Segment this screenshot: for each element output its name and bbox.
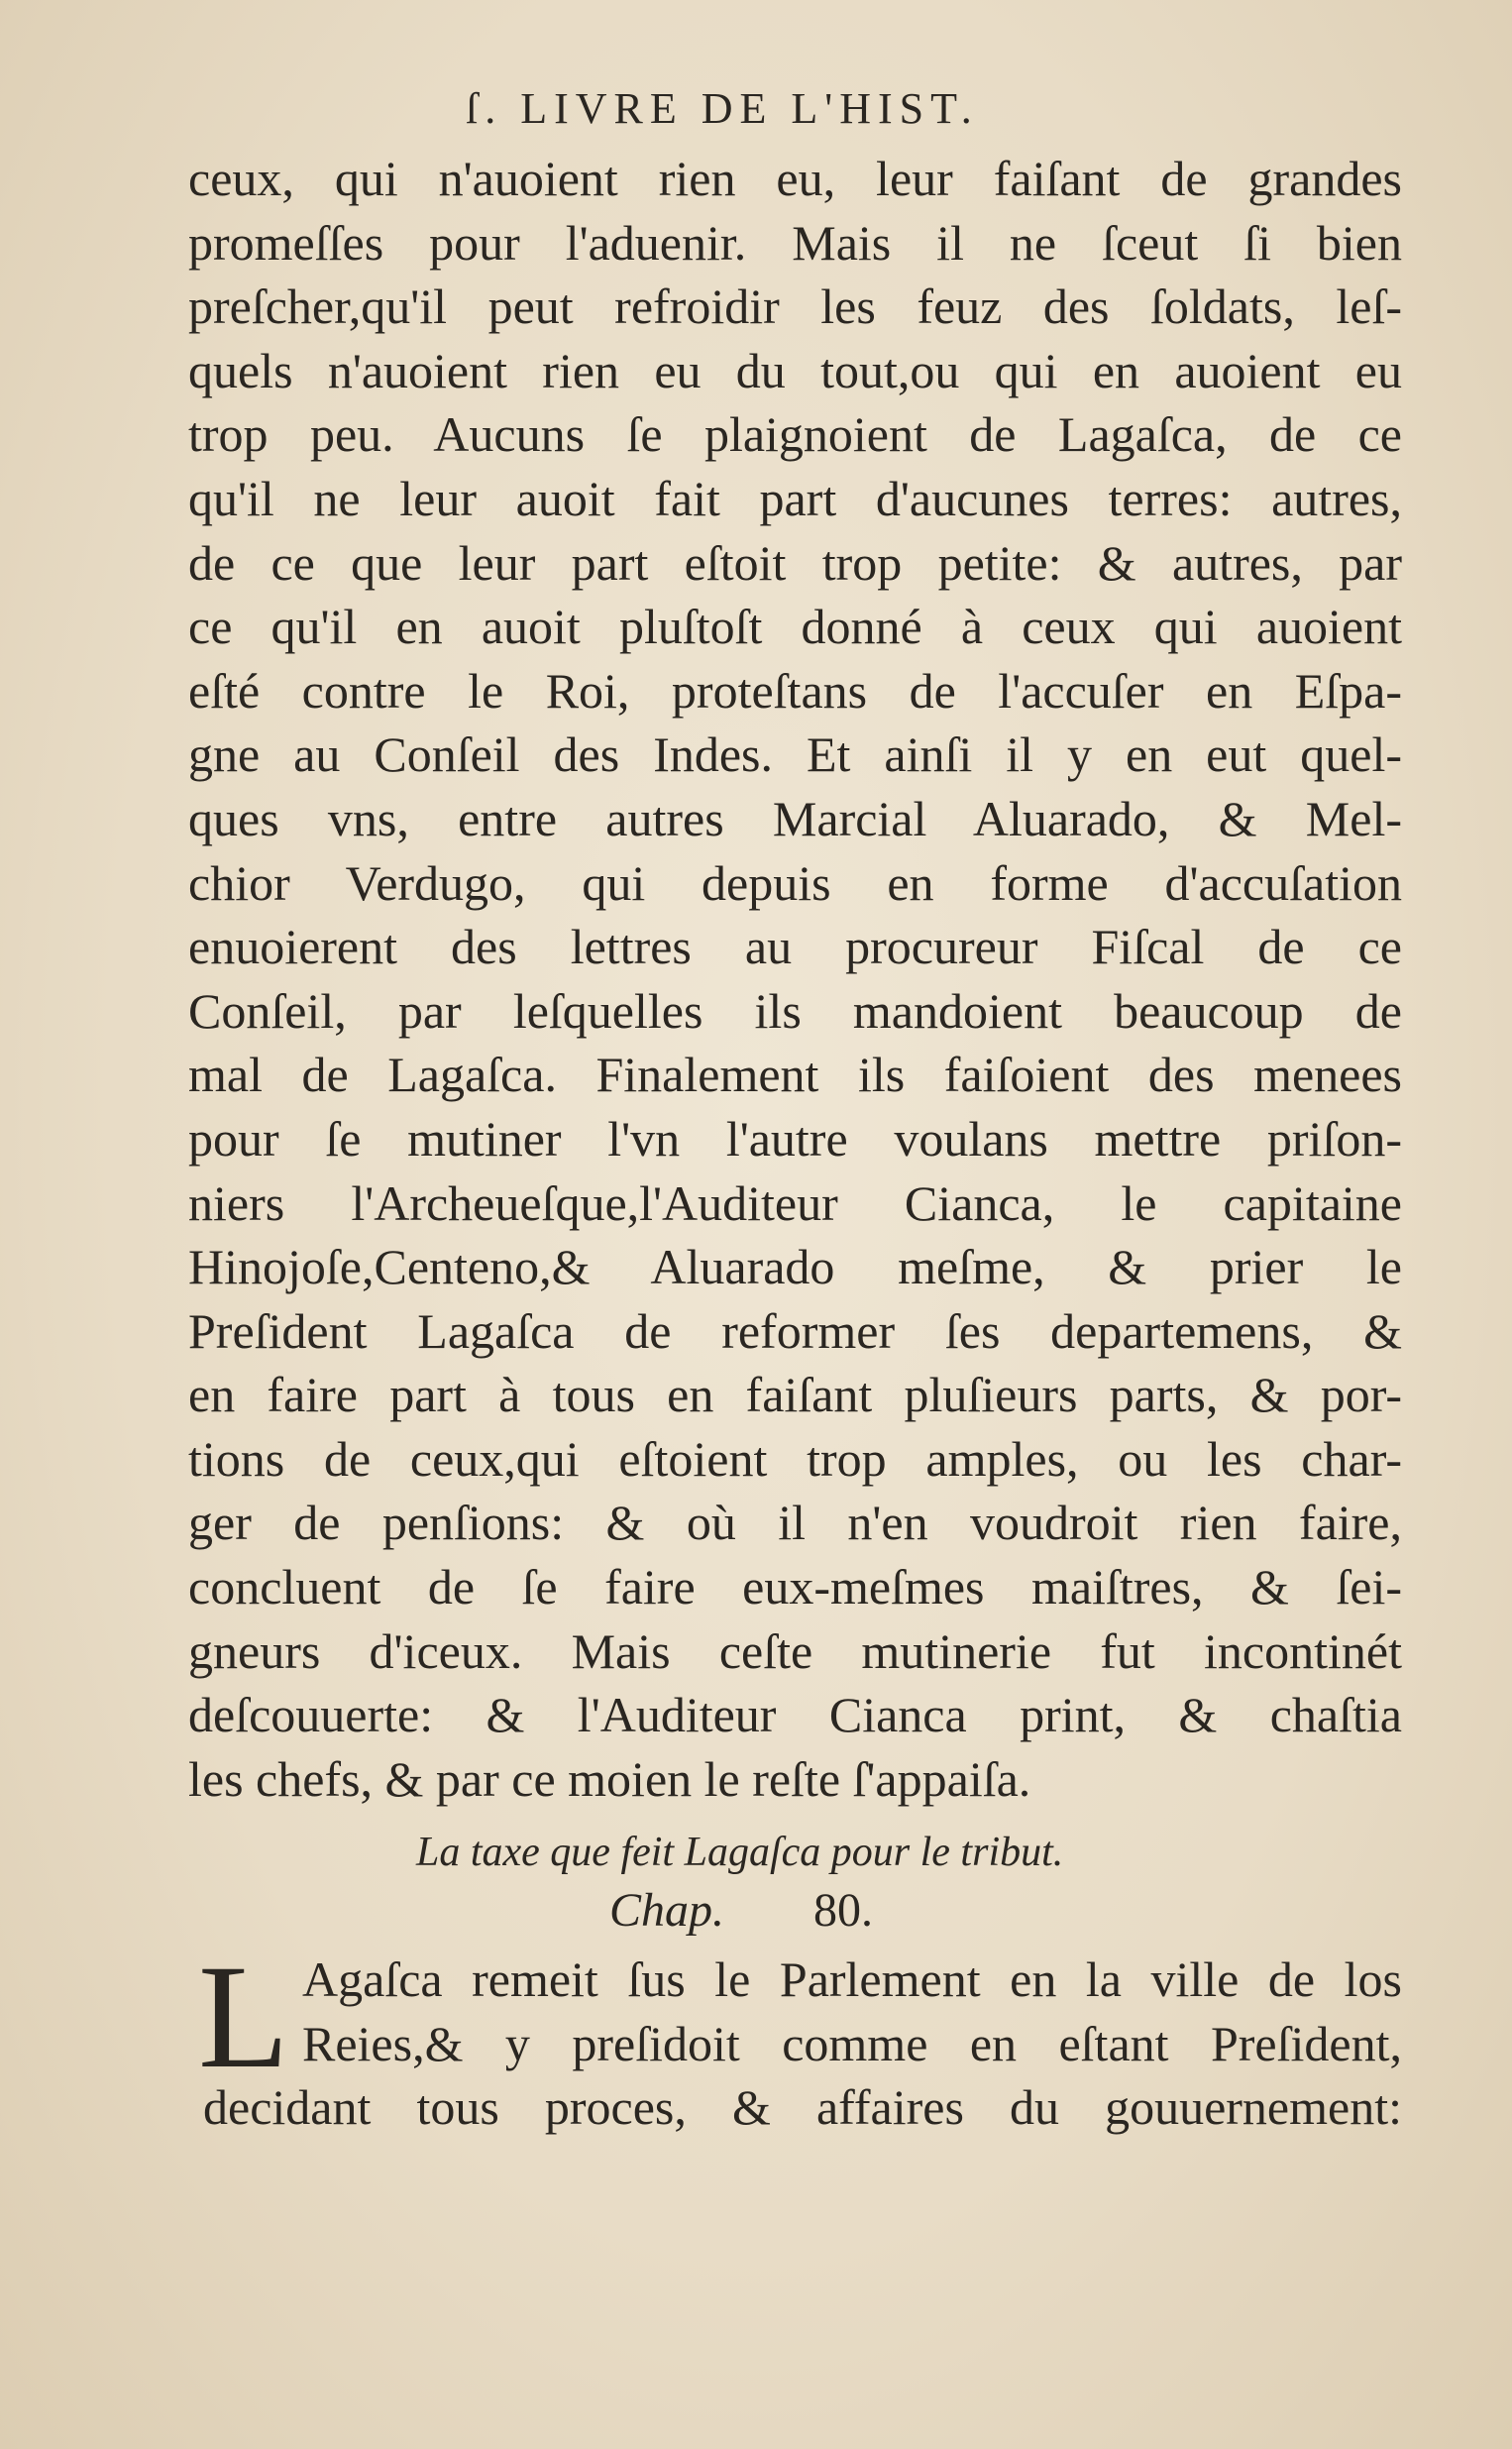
text-line: Reies,& y preſidoit comme en eſtant Preſident, xyxy=(302,2015,1402,2071)
chapter-title: La taxe que feit Lagaſca pour le tribut. xyxy=(416,1830,1064,1875)
text-line: gneurs d'iceux. Mais ceſte mutinerie fut incontinét xyxy=(188,1622,1402,1679)
text-line: enuoierent des lettres au procureur Fiſcal de ce xyxy=(188,919,1402,975)
chapter-label: Chap. xyxy=(609,1884,725,1937)
running-header: ſ. LIVRE DE L'HIST. xyxy=(466,84,979,133)
text-line: les chefs, & par ce moien le reſte ſ'appaiſa. xyxy=(188,1750,1031,1807)
text-line: ques vns, entre autres Marcial Aluarado, & Mel- xyxy=(188,790,1402,846)
text-line: ger de penſions: & où il n'en voudroit rien faire, xyxy=(188,1495,1402,1551)
text-line: chior Verdugo, qui depuis en forme d'accuſation xyxy=(188,854,1402,911)
text-line: deſcouuerte: & l'Auditeur Cianca print, & chaſtia xyxy=(188,1687,1402,1743)
text-line: tions de ceux,qui eſtoient trop amples, ou les char- xyxy=(188,1430,1402,1487)
text-line: Preſident Lagaſca de reformer ſes departemens, & xyxy=(188,1302,1402,1359)
drop-cap: L xyxy=(198,1935,289,2099)
text-line: trop peu. Aucuns ſe plaignoient de Lagaſca, de ce xyxy=(188,406,1402,463)
chapter-heading xyxy=(609,1883,1006,1938)
text-line: eſté contre le Roi, proteſtans de l'accuſer en Eſpa- xyxy=(188,662,1402,719)
text-line: niers l'Archeueſque,l'Auditeur Cianca, le capitaine xyxy=(188,1174,1402,1231)
body-text xyxy=(188,147,1402,1811)
text-line: Conſeil, par leſquelles ils mandoient beaucoup de xyxy=(188,982,1402,1039)
chapter-number: 80. xyxy=(813,1884,874,1937)
text-line: Agaſca remeit ſus le Parlement en la ville de los xyxy=(302,1951,1402,2007)
text-line: preſcher,qu'il peut refroidir les feuz des ſoldats, leſ- xyxy=(188,278,1402,335)
text-line: de ce que leur part eſtoit trop petite: & autres, par xyxy=(188,534,1402,591)
text-line: gne au Conſeil des Indes. Et ainſi il y en eut quel- xyxy=(188,726,1402,783)
text-line: decidant tous proces, & affaires du gouuernement: xyxy=(203,2079,1402,2136)
chapter-body xyxy=(203,1948,1402,2140)
text-line: en faire part à tous en faiſant pluſieurs parts, & por- xyxy=(188,1367,1402,1423)
text-line: mal de Lagaſca. Finalement ils faiſoient des menees xyxy=(188,1047,1402,1103)
text-line: ceux, qui n'auoient rien eu, leur faiſant de grandes xyxy=(188,151,1402,206)
text-line: promeſſes pour l'aduenir. Mais il ne ſceut ſi bien xyxy=(188,214,1402,271)
text-line: qu'il ne leur auoit fait part d'aucunes terres: autres, xyxy=(188,470,1402,526)
text-line: quels n'auoient rien eu du tout,ou qui en auoient eu xyxy=(188,342,1402,398)
text-line: Hinojoſe,Centeno,& Aluarado meſme, & prier le xyxy=(188,1239,1402,1295)
text-line: ce qu'il en auoit pluſtoſt donné à ceux qui auoient xyxy=(188,599,1402,655)
text-line: concluent de ſe faire eux-meſmes maiſtres, & ſei- xyxy=(188,1559,1402,1615)
text-line: pour ſe mutiner l'vn l'autre voulans mettre priſon- xyxy=(188,1110,1402,1167)
